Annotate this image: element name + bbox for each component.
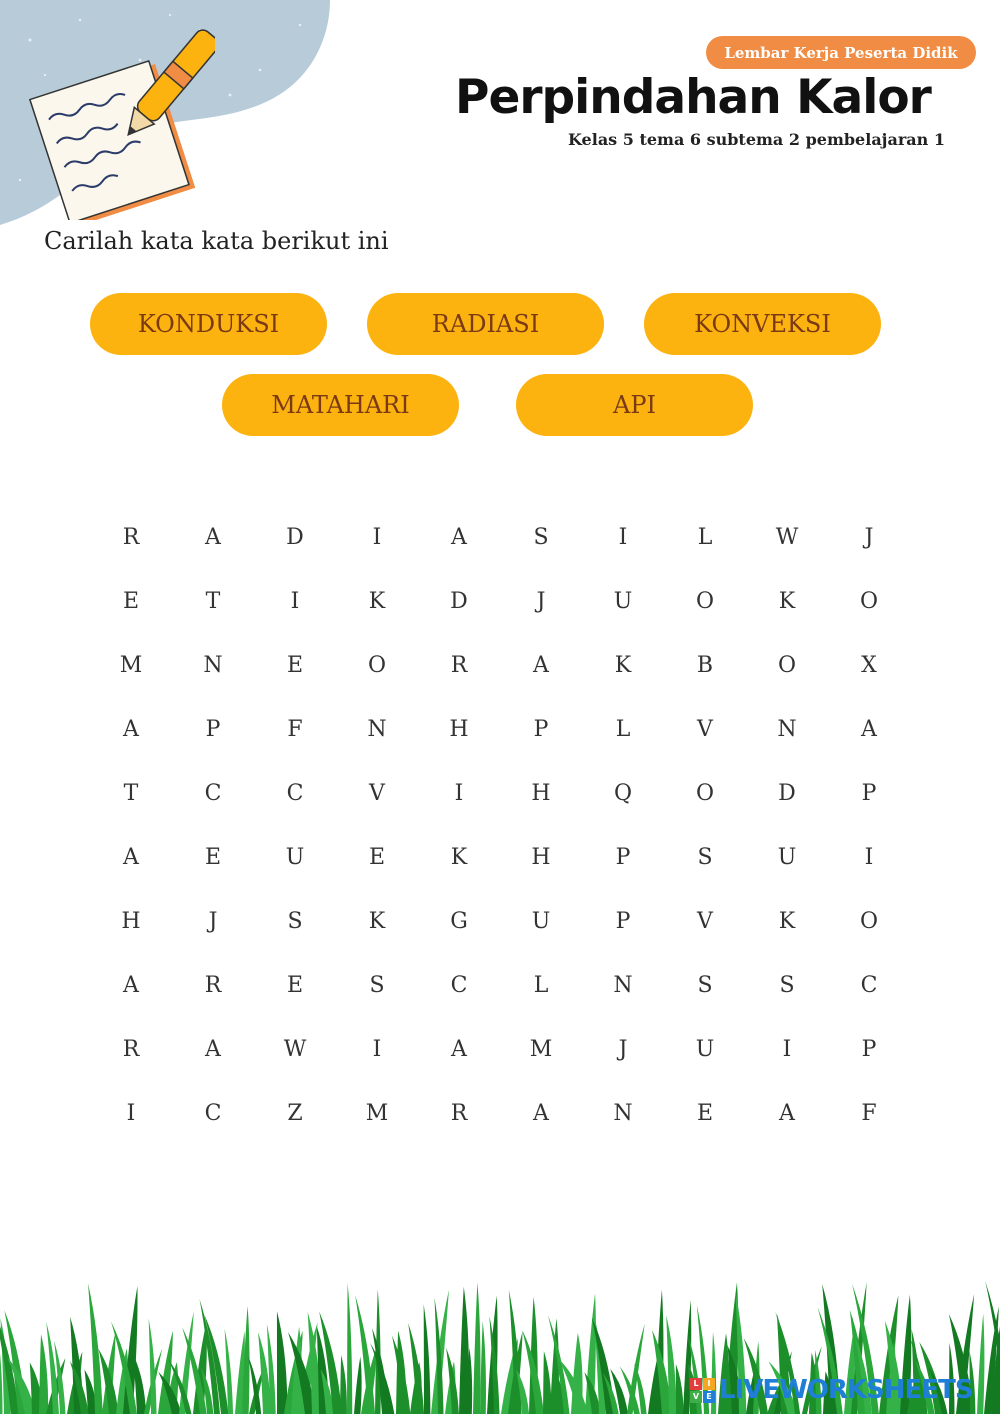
grid-letter-cell[interactable]: A <box>123 716 139 742</box>
grid-letter-cell[interactable]: I <box>864 844 874 870</box>
grid-letter-cell[interactable]: K <box>614 652 632 678</box>
grid-letter-cell[interactable]: N <box>203 652 223 678</box>
grid-letter-cell[interactable]: I <box>126 1100 136 1126</box>
grid-letter-cell[interactable]: S <box>369 972 385 998</box>
grid-letter-cell[interactable]: F <box>287 716 303 742</box>
word-search-grid <box>90 505 910 1145</box>
grid-letter-cell[interactable]: O <box>859 908 879 934</box>
grid-letter-cell[interactable]: L <box>533 972 549 998</box>
grid-letter-cell[interactable]: C <box>450 972 468 998</box>
grass-blade <box>676 1364 684 1414</box>
grid-letter-cell[interactable]: A <box>123 844 139 870</box>
grid-letter-cell[interactable]: A <box>451 524 467 550</box>
grid-letter-cell[interactable]: C <box>286 780 304 806</box>
grid-letter-cell[interactable]: J <box>864 524 874 550</box>
grid-letter-cell[interactable]: P <box>861 1036 877 1062</box>
grid-letter-cell[interactable]: D <box>778 780 796 806</box>
grid-letter-cell[interactable]: R <box>204 972 222 998</box>
grid-letter-cell[interactable]: E <box>286 972 304 998</box>
grid-letter-cell[interactable]: I <box>372 1036 382 1062</box>
grid-letter-cell[interactable]: H <box>531 844 551 870</box>
grid-letter-cell[interactable]: I <box>454 780 464 806</box>
grass-blade <box>480 1321 486 1414</box>
grid-letter-cell[interactable]: A <box>205 524 221 550</box>
word-chip-konduksi[interactable]: KONDUKSI <box>90 293 327 355</box>
grid-letter-cell[interactable]: I <box>782 1036 792 1062</box>
grid-letter-cell[interactable]: K <box>778 908 796 934</box>
grid-letter-cell[interactable]: M <box>119 652 143 678</box>
grid-letter-cell[interactable]: C <box>204 780 222 806</box>
grid-letter-cell[interactable]: D <box>450 588 468 614</box>
grid-letter-cell[interactable]: S <box>779 972 795 998</box>
worksheet-badge: Lembar Kerja Peserta Didik <box>706 36 976 69</box>
grid-letter-cell[interactable]: C <box>204 1100 222 1126</box>
grid-letter-cell[interactable]: T <box>205 588 221 614</box>
grid-letter-cell[interactable]: O <box>777 652 797 678</box>
grid-letter-cell[interactable]: D <box>286 524 304 550</box>
grid-letter-cell[interactable]: O <box>367 652 387 678</box>
grid-letter-cell[interactable]: E <box>122 588 140 614</box>
grass-blade <box>277 1311 287 1414</box>
grass-blade <box>39 1334 48 1414</box>
grid-letter-cell[interactable]: S <box>287 908 303 934</box>
grid-letter-cell[interactable]: H <box>121 908 141 934</box>
grid-letter-cell[interactable]: Q <box>613 780 633 806</box>
word-chip-matahari[interactable]: MATAHARI <box>222 374 459 436</box>
grass-blade <box>354 1357 362 1414</box>
grid-letter-cell[interactable]: M <box>529 1036 553 1062</box>
grid-letter-cell[interactable]: S <box>697 972 713 998</box>
grid-letter-cell[interactable]: O <box>695 588 715 614</box>
grid-letter-cell[interactable]: J <box>618 1036 628 1062</box>
grid-letter-cell[interactable]: R <box>122 524 140 550</box>
grid-letter-cell[interactable]: U <box>613 588 633 614</box>
grid-letter-cell[interactable]: N <box>613 1100 633 1126</box>
grid-letter-cell[interactable]: W <box>283 1036 307 1062</box>
grid-letter-cell[interactable]: R <box>122 1036 140 1062</box>
grid-letter-cell[interactable]: S <box>697 844 713 870</box>
grid-letter-cell[interactable]: I <box>618 524 628 550</box>
grid-letter-cell[interactable]: P <box>615 908 631 934</box>
notebook-pen-icon <box>25 25 215 220</box>
grid-letter-cell[interactable]: I <box>290 588 300 614</box>
grid-letter-cell[interactable]: G <box>450 908 468 934</box>
grass-blade <box>977 1313 984 1414</box>
grid-letter-cell[interactable]: M <box>365 1100 389 1126</box>
grid-letter-cell[interactable]: X <box>861 652 877 678</box>
grid-letter-cell[interactable]: V <box>369 780 385 806</box>
instruction-text: Carilah kata kata berikut ini <box>44 227 389 255</box>
grass-blade <box>340 1355 347 1414</box>
grid-letter-cell[interactable]: V <box>697 908 713 934</box>
grid-letter-cell[interactable]: C <box>860 972 878 998</box>
word-chip-konveksi[interactable]: KONVEKSI <box>644 293 881 355</box>
grass-blade <box>347 1283 352 1414</box>
liveworksheets-mark-icon: L I V E <box>690 1378 715 1403</box>
grid-letter-cell[interactable]: P <box>205 716 221 742</box>
grid-letter-cell[interactable]: O <box>695 780 715 806</box>
grid-letter-cell[interactable]: A <box>779 1100 795 1126</box>
grid-letter-cell[interactable]: O <box>859 588 879 614</box>
watermark-text: LIVEWORKSHEETS <box>719 1375 973 1405</box>
word-chip-api[interactable]: API <box>516 374 753 436</box>
grid-letter-cell[interactable]: P <box>533 716 549 742</box>
page-subtitle: Kelas 5 tema 6 subtema 2 pembelajaran 1 <box>568 130 945 149</box>
grid-letter-cell[interactable]: E <box>286 652 304 678</box>
grid-letter-cell[interactable]: R <box>450 1100 468 1126</box>
page-title: Perpindahan Kalor <box>455 70 931 125</box>
grid-letter-cell[interactable]: H <box>449 716 469 742</box>
grid-letter-cell[interactable]: L <box>697 524 713 550</box>
grid-letter-cell[interactable]: E <box>204 844 222 870</box>
grid-letter-cell[interactable]: A <box>533 652 549 678</box>
grid-letter-cell[interactable]: E <box>696 1100 714 1126</box>
grid-letter-cell[interactable]: K <box>368 908 386 934</box>
grid-letter-cell[interactable]: K <box>778 588 796 614</box>
grid-letter-cell[interactable]: U <box>695 1036 715 1062</box>
grid-letter-cell[interactable]: H <box>531 780 551 806</box>
grid-letter-cell[interactable]: V <box>697 716 713 742</box>
grid-letter-cell[interactable]: N <box>613 972 633 998</box>
grid-letter-cell[interactable]: J <box>536 588 546 614</box>
grid-letter-cell[interactable]: R <box>450 652 468 678</box>
grid-letter-cell[interactable]: P <box>615 844 631 870</box>
grid-letter-cell[interactable]: P <box>861 780 877 806</box>
grass-blade <box>473 1283 480 1414</box>
grid-letter-cell[interactable]: N <box>367 716 387 742</box>
grid-letter-cell[interactable]: U <box>777 844 797 870</box>
grid-letter-cell[interactable]: F <box>861 1100 877 1126</box>
grid-letter-cell[interactable]: K <box>368 588 386 614</box>
grid-letter-cell[interactable]: A <box>123 972 139 998</box>
grid-letter-cell[interactable]: A <box>451 1036 467 1062</box>
grid-letter-cell[interactable]: K <box>450 844 468 870</box>
grass-blade <box>543 1351 551 1414</box>
grid-letter-cell[interactable]: L <box>615 716 631 742</box>
grass-blade <box>424 1304 431 1414</box>
grid-letter-cell[interactable]: S <box>533 524 549 550</box>
grid-letter-cell[interactable]: W <box>775 524 799 550</box>
grid-letter-cell[interactable]: A <box>205 1036 221 1062</box>
grid-letter-cell[interactable]: A <box>533 1100 549 1126</box>
grid-letter-cell[interactable]: U <box>531 908 551 934</box>
grid-letter-cell[interactable]: U <box>285 844 305 870</box>
grass-blade <box>408 1323 424 1414</box>
grid-letter-cell[interactable]: N <box>777 716 797 742</box>
grid-letter-cell[interactable]: J <box>208 908 218 934</box>
grid-letter-cell[interactable]: E <box>368 844 386 870</box>
grid-letter-cell[interactable]: T <box>123 780 139 806</box>
liveworksheets-logo <box>690 1374 973 1406</box>
word-chip-radiasi[interactable]: RADIASI <box>367 293 604 355</box>
grid-letter-cell[interactable]: A <box>861 716 877 742</box>
grid-letter-cell[interactable]: I <box>372 524 382 550</box>
grid-letter-cell[interactable]: Z <box>287 1100 303 1126</box>
grid-letter-cell[interactable]: B <box>696 652 714 678</box>
